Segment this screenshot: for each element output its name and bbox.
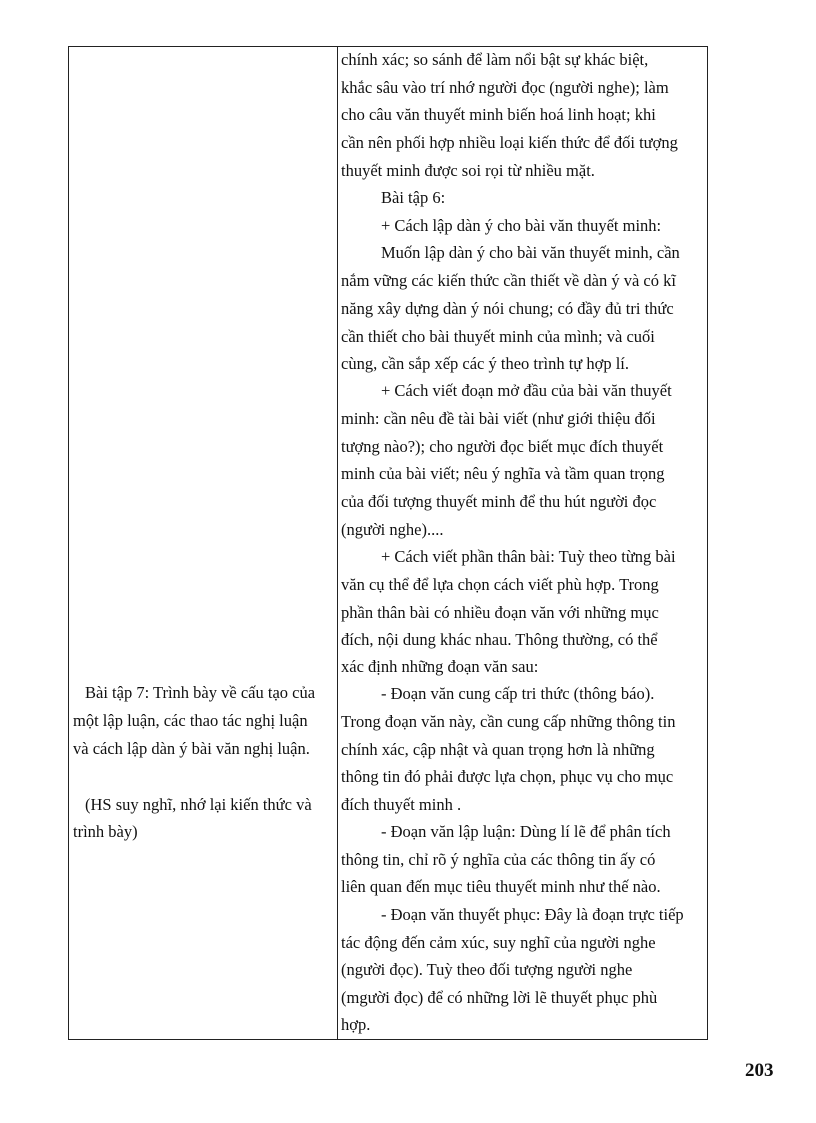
body-line: - Đoạn văn thuyết phục: Đây là đoạn trực tiếp	[381, 905, 684, 924]
body-line: của đối tượng thuyết minh để thu hút người đọc	[341, 492, 657, 511]
content-table	[68, 46, 708, 1040]
body-line: cần nên phối hợp nhiều loại kiến thức để đối tượng	[341, 133, 678, 152]
body-line: minh của bài viết; nêu ý nghĩa và tầm quan trọng	[341, 464, 665, 483]
page-number: 203	[745, 1060, 774, 1081]
exercise-line: và cách lập dàn ý bài văn nghị luận.	[73, 739, 310, 758]
body-line: khắc sâu vào trí nhớ người đọc (người nghe); làm	[341, 78, 669, 97]
body-line: + Cách viết phần thân bài: Tuỳ theo từng bài	[381, 547, 676, 566]
body-line: thông tin đó phải được lựa chọn, phục vụ cho mục	[341, 767, 674, 786]
body-line: (mgười đọc) để có những lời lẽ thuyết phục phù	[341, 988, 658, 1007]
exercise-line: (HS suy nghĩ, nhớ lại kiến thức và	[85, 795, 312, 814]
body-line: thuyết minh được soi rọi từ nhiều mặt.	[341, 161, 595, 180]
body-line: (người đọc). Tuỳ theo đối tượng người nghe	[341, 960, 633, 979]
body-line: phần thân bài có nhiều đoạn văn với những mục	[341, 603, 659, 622]
left-column	[69, 47, 337, 1039]
body-line: cần thiết cho bài thuyết minh của mình; và cuối	[341, 327, 655, 346]
body-line: cho câu văn thuyết minh biến hoá linh hoạt; khi	[341, 105, 656, 124]
body-line: xác định những đoạn văn sau:	[341, 657, 539, 676]
body-line: cùng, cần sắp xếp các ý theo trình tự hợp lí.	[341, 354, 630, 373]
body-line: chính xác, cập nhật và quan trọng hơn là những	[341, 740, 655, 759]
body-line: nắm vững các kiến thức cần thiết về dàn ý và có kĩ	[341, 271, 676, 290]
right-column	[341, 47, 703, 1039]
body-line: minh: cần nêu đề tài bài viết (như giới thiệu đối	[341, 409, 656, 428]
body-line: văn cụ thể để lựa chọn cách viết phù hợp. Trong	[341, 575, 659, 594]
column-divider	[337, 47, 338, 1039]
body-line: hợp.	[341, 1015, 371, 1034]
body-line: Trong đoạn văn này, cần cung cấp những thông tin	[341, 712, 676, 731]
body-line: + Cách lập dàn ý cho bài văn thuyết minh:	[381, 216, 662, 235]
exercise-line: trình bày)	[73, 822, 138, 841]
body-line: tượng nào?); cho người đọc biết mục đích thuyết	[341, 437, 664, 456]
body-line: thông tin, chỉ rõ ý nghĩa của các thông tin ấy có	[341, 850, 656, 869]
body-line: Bài tập 6:	[381, 188, 446, 207]
body-line: Muốn lập dàn ý cho bài văn thuyết minh, cần	[381, 243, 680, 262]
body-line: liên quan đến mục tiêu thuyết minh như thế nào.	[341, 877, 661, 896]
body-line: năng xây dựng dàn ý nói chung; có đầy đủ tri thức	[341, 299, 674, 318]
exercise-line: Bài tập 7: Trình bày về cấu tạo của	[85, 683, 316, 702]
body-line: chính xác; so sánh để làm nổi bật sự khác biệt,	[341, 50, 649, 69]
body-line: (người nghe)....	[341, 520, 444, 539]
exercise-line: một lập luận, các thao tác nghị luận	[73, 711, 308, 730]
body-line: tác động đến cảm xúc, suy nghĩ của người nghe	[341, 933, 656, 952]
body-line: - Đoạn văn lập luận: Dùng lí lẽ để phân tích	[381, 822, 671, 841]
body-line: - Đoạn văn cung cấp tri thức (thông báo).	[381, 684, 655, 703]
body-line: đích thuyết minh .	[341, 795, 462, 814]
body-line: + Cách viết đoạn mở đầu của bài văn thuyết	[381, 381, 672, 400]
body-line: đích, nội dung khác nhau. Thông thường, có thể	[341, 630, 658, 649]
